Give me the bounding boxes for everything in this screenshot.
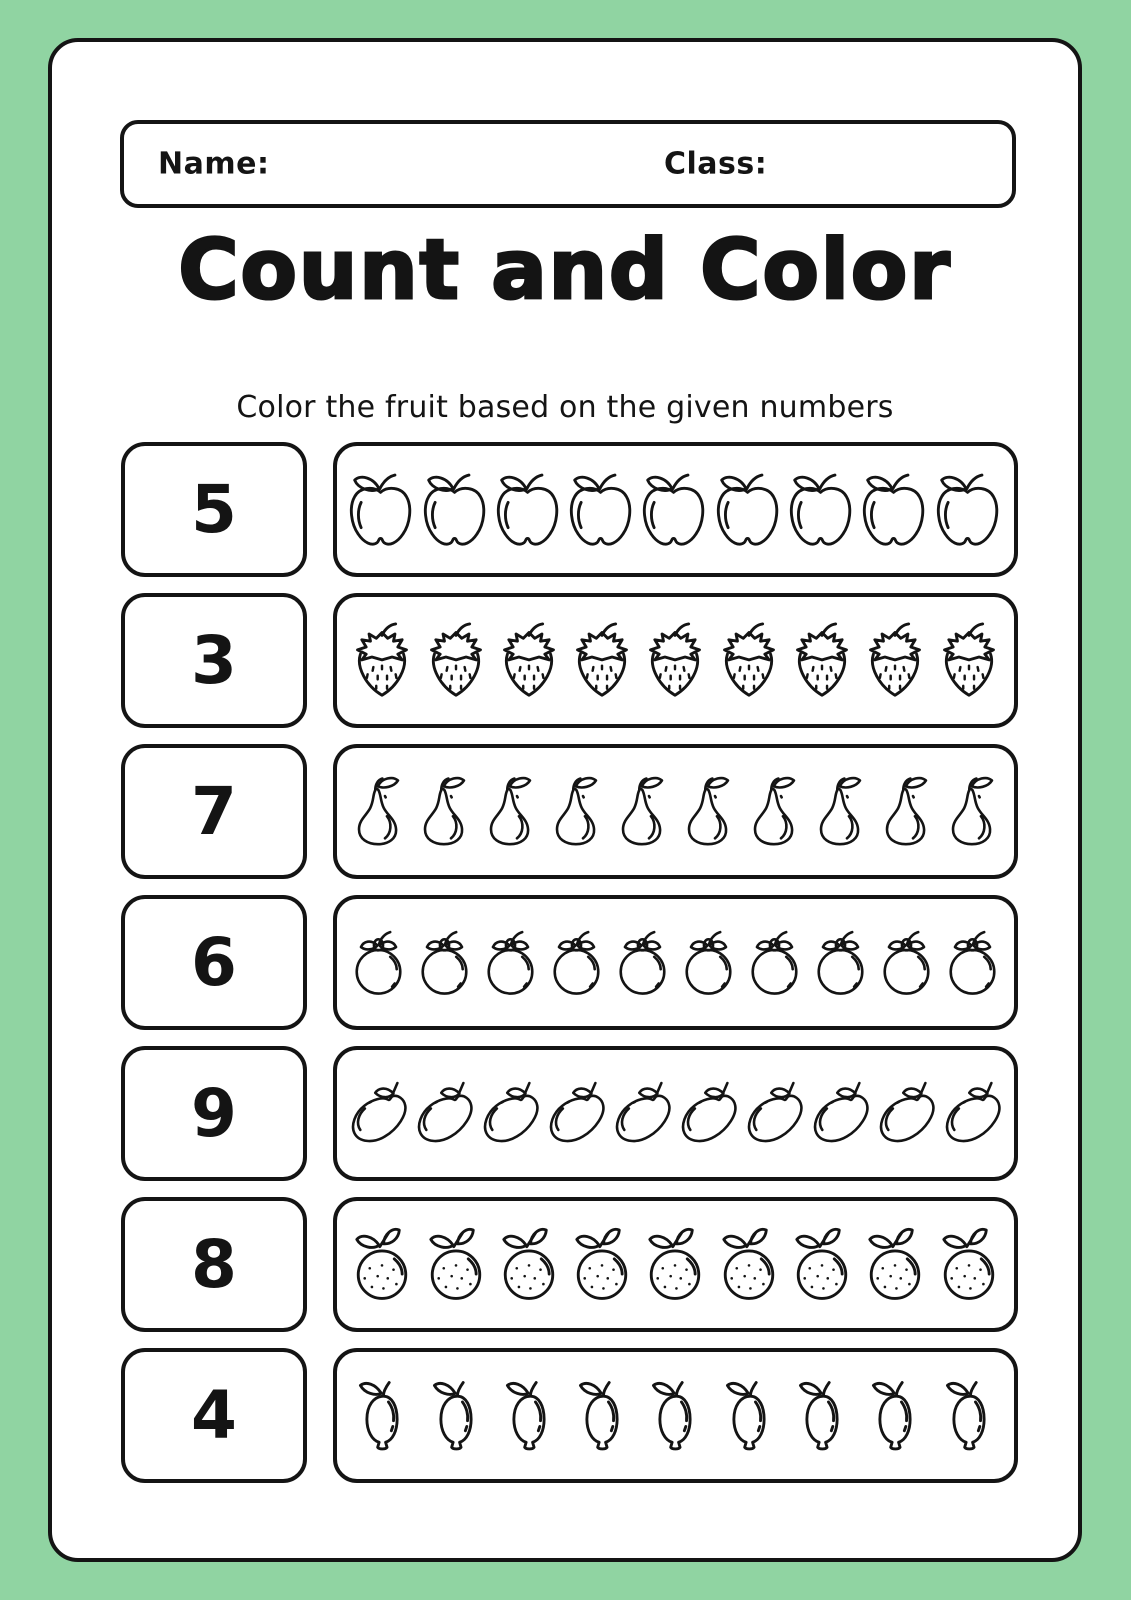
apple-icon <box>859 454 931 566</box>
worksheet-row <box>121 442 1051 577</box>
pear-icon <box>742 756 807 868</box>
orange-icon <box>566 1209 638 1321</box>
pear-icon <box>412 756 477 868</box>
name-label: Name: <box>158 146 270 182</box>
strawberry-icon <box>859 605 931 717</box>
number-label: 5 <box>191 471 237 548</box>
orange-icon <box>786 1209 858 1321</box>
mangosteen-icon <box>412 907 477 1019</box>
number-box <box>121 593 307 728</box>
orange-icon <box>713 1209 785 1321</box>
pear-icon <box>346 756 411 868</box>
strawberry-icon <box>420 605 492 717</box>
apple-icon <box>786 454 858 566</box>
mango-icon <box>808 1058 873 1170</box>
lemon-icon <box>713 1360 785 1472</box>
rows-container <box>121 442 1051 1499</box>
fruit-box <box>333 442 1018 577</box>
strawberry-icon <box>346 605 418 717</box>
number-label: 8 <box>191 1226 237 1303</box>
number-label: 7 <box>191 773 237 850</box>
mangosteen-icon <box>346 907 411 1019</box>
mangosteen-icon <box>610 907 675 1019</box>
strawberry-icon <box>566 605 638 717</box>
fruit-box <box>333 1348 1018 1483</box>
mangosteen-icon <box>676 907 741 1019</box>
fruit-box <box>333 744 1018 879</box>
lemon-icon <box>639 1360 711 1472</box>
number-box <box>121 895 307 1030</box>
lemon-icon <box>786 1360 858 1472</box>
strawberry-icon <box>933 605 1005 717</box>
name-class-box <box>120 120 1016 208</box>
orange-icon <box>859 1209 931 1321</box>
number-box <box>121 442 307 577</box>
page-title: Count and Color <box>178 223 952 318</box>
apple-icon <box>933 454 1005 566</box>
strawberry-icon <box>493 605 565 717</box>
apple-icon <box>346 454 418 566</box>
mangosteen-icon <box>544 907 609 1019</box>
lemon-icon <box>566 1360 638 1472</box>
mangosteen-icon <box>808 907 873 1019</box>
fruit-box <box>333 895 1018 1030</box>
orange-icon <box>420 1209 492 1321</box>
number-label: 6 <box>191 924 237 1001</box>
mango-icon <box>874 1058 939 1170</box>
worksheet-row <box>121 593 1051 728</box>
worksheet-card <box>48 38 1082 1562</box>
lemon-icon <box>493 1360 565 1472</box>
number-box <box>121 744 307 879</box>
number-label: 3 <box>191 622 237 699</box>
pear-icon <box>610 756 675 868</box>
worksheet-row <box>121 744 1051 879</box>
mango-icon <box>676 1058 741 1170</box>
strawberry-icon <box>639 605 711 717</box>
mangosteen-icon <box>478 907 543 1019</box>
fruit-box <box>333 1197 1018 1332</box>
mango-icon <box>346 1058 411 1170</box>
strawberry-icon <box>713 605 785 717</box>
number-box <box>121 1348 307 1483</box>
pear-icon <box>874 756 939 868</box>
apple-icon <box>493 454 565 566</box>
mangosteen-icon <box>742 907 807 1019</box>
apple-icon <box>420 454 492 566</box>
orange-icon <box>346 1209 418 1321</box>
worksheet-row <box>121 895 1051 1030</box>
pear-icon <box>940 756 1005 868</box>
apple-icon <box>639 454 711 566</box>
mango-icon <box>544 1058 609 1170</box>
fruit-box <box>333 1046 1018 1181</box>
strawberry-icon <box>786 605 858 717</box>
mangosteen-icon <box>940 907 1005 1019</box>
pear-icon <box>676 756 741 868</box>
orange-icon <box>639 1209 711 1321</box>
apple-icon <box>566 454 638 566</box>
pear-icon <box>544 756 609 868</box>
lemon-icon <box>859 1360 931 1472</box>
lemon-icon <box>346 1360 418 1472</box>
mango-icon <box>610 1058 675 1170</box>
number-box <box>121 1197 307 1332</box>
orange-icon <box>933 1209 1005 1321</box>
orange-icon <box>493 1209 565 1321</box>
apple-icon <box>713 454 785 566</box>
mango-icon <box>412 1058 477 1170</box>
mango-icon <box>940 1058 1005 1170</box>
class-label: Class: <box>664 146 768 182</box>
worksheet-row <box>121 1046 1051 1181</box>
number-box <box>121 1046 307 1181</box>
worksheet-row <box>121 1197 1051 1332</box>
page-subtitle: Color the fruit based on the given numbers <box>236 390 894 425</box>
mango-icon <box>478 1058 543 1170</box>
worksheet-row <box>121 1348 1051 1483</box>
pear-icon <box>478 756 543 868</box>
number-label: 9 <box>191 1075 237 1152</box>
number-label: 4 <box>191 1377 237 1454</box>
lemon-icon <box>420 1360 492 1472</box>
pear-icon <box>808 756 873 868</box>
mango-icon <box>742 1058 807 1170</box>
mangosteen-icon <box>874 907 939 1019</box>
fruit-box <box>333 593 1018 728</box>
lemon-icon <box>933 1360 1005 1472</box>
